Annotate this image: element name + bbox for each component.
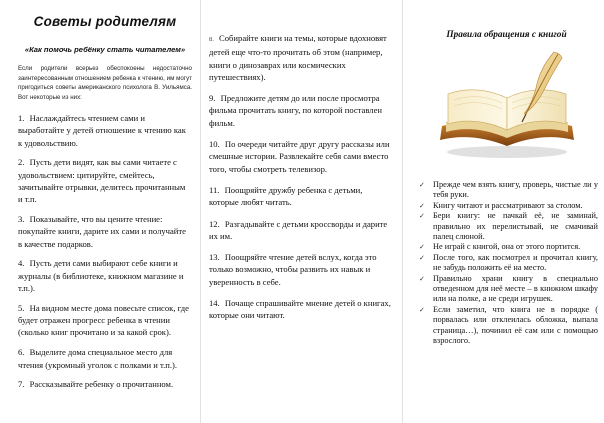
check-bullet-icon: ✓ [419,201,425,210]
tip-text: Поощряйте дружбу ребенка с детьми, которые любят читать. [209,184,363,208]
tip-text: Предложите детям до или после просмотра фильма прочитать книгу, по которой поставлен фильм. [209,93,383,128]
rule-item [415,305,598,347]
tip-item [18,213,192,250]
tip-number: 14. [209,298,220,309]
tips-list-2 [209,32,394,322]
tip-text: Поощряйте чтение детей вслух, когда это только возможно, чтобы развить их навык и уверенность в себе. [209,252,377,287]
rule-item [415,242,598,252]
tip-number: 7. [18,379,25,390]
rule-item [415,211,598,242]
rule-text: Книгу читают и рассматривают за столом. [433,200,583,210]
rule-text: Правильно храни книгу в специально отведенном для неё месте – в книжном шкафу или на полке, а не среди игрушек. [433,273,598,304]
tip-number: 11. [209,184,220,195]
rule-item [415,274,598,305]
tip-item [209,32,394,83]
book-illustration [432,48,582,166]
tip-text: Показывайте, что вы цените чтение: покупайте книги, дарите их сами и получайте в качестве подарков. [18,214,186,249]
tip-number: 6. [18,347,25,358]
check-bullet-icon: ✓ [419,274,425,283]
tip-number: 1. [18,113,25,123]
tip-text: Собирайте книги на темы, которые вдохновят детей еще что-то прочитать об этом (например, книги о динозаврах или космических путешествиях). [209,33,387,82]
tip-item [18,156,192,205]
tip-item [209,297,394,322]
tip-number: 5. [18,302,25,313]
check-bullet-icon: ✓ [419,253,425,262]
tip-item [18,346,192,371]
rule-text: Если заметил, что книга не в порядке ( порвалась или отклеилась обложка, выпала страница…), починил её сам или с помощью взрослого. [433,304,598,346]
tip-item [209,251,394,288]
tip-text: Наслаждайтесь чтением сами и выработайте у детей отношение к чтению как к удовольствию. [18,113,186,148]
rule-text: Прежде чем взять книгу, проверь, чистые ли у тебя руки. [433,180,598,200]
tip-number: 8. [209,36,214,43]
tip-number: 4. [18,258,25,269]
intro-paragraph: Если родители всерьез обеспокоены недостаточно заинтересованным отношением ребенка к чтению, им могут пригодиться советы американского психолога В. Уильямса. Вот некоторые из них: [18,65,192,101]
column-more-tips [201,0,402,423]
check-bullet-icon: ✓ [419,243,425,252]
tip-text: Пусть дети видят, как вы сами читаете с удовольствием: цитируйте, смейтесь, зачитывайте отрывки, делитесь прочитанным и т.п. [18,157,186,205]
rule-text: После того, как посмотрел и прочитал книгу, не забудь положить её на место. [433,252,598,273]
tip-text: Пусть дети сами выбирают себе книги и журналы (в библиотеке, книжном магазине и т.п.). [18,258,184,294]
tip-number: 10. [209,139,220,150]
tip-item [209,138,394,175]
page-subtitle: «Как помочь ребёнку стать читателем» [24,45,186,54]
tip-number: 12. [209,218,220,229]
rule-text: Бери книгу: не пачкай её, не заминай, правильно их перелистывай, не смачивай палец слюной. [433,211,598,242]
page-title: Советы родителям [33,14,177,29]
tip-item [18,302,192,339]
check-bullet-icon: ✓ [419,212,425,221]
check-bullet-icon: ✓ [419,181,425,189]
rules-title: Правила обращения с книгой [446,30,567,40]
column-book-rules [403,0,604,423]
rule-text: Не играй с книгой, она от этого портится. [433,242,581,252]
rule-item [415,201,598,211]
tip-item [18,112,192,149]
tip-text: Разгадывайте с детьми кроссворды и дарите их им. [209,218,388,241]
tip-item [18,378,192,390]
rule-item [415,180,598,201]
tips-list-1 [18,112,192,391]
tip-text: Выделите дома специальное место для чтения (укромный уголок с полками и т.п.). [18,347,178,370]
rules-list [415,180,598,347]
tip-number: 3. [18,214,25,225]
tip-item [18,257,192,294]
tip-text: По очереди читайте друг другу рассказы или смешные истории. Развлекайте себя сами вместо того, чтобы смотреть телевизор. [209,139,390,174]
open-book-with-quill-icon [415,48,598,166]
tip-number: 13. [209,252,220,263]
tip-item [209,184,394,209]
column-parent-tips [0,0,200,423]
tip-text: Почаще спрашивайте мнение детей о книгах, которые они читают. [209,298,391,321]
tip-item [209,92,394,129]
rule-item [415,253,598,274]
tip-number: 9. [209,93,216,104]
tip-number: 2. [18,157,25,168]
tip-text: Рассказывайте ребенку о прочитанном. [29,379,174,390]
tip-text: На видном месте дома повесьте список, где будет отражен прогресс ребенка в чтении (сколько книг прочитано и за какой срок). [18,302,189,338]
tip-item [209,218,394,243]
check-bullet-icon: ✓ [419,305,425,314]
